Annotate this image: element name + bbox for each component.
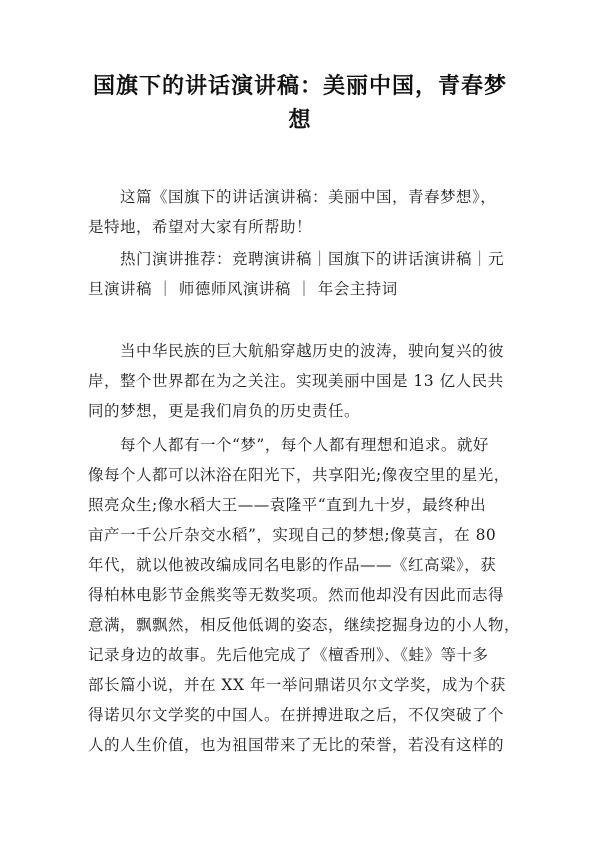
body-paragraph-2 [88, 430, 521, 760]
text-line: 部长篇小说，并在 XX 年一举问鼎诺贝尔文学奖，成为个获 [88, 676, 506, 694]
intro-paragraph [88, 182, 518, 242]
text-line: 像每个人都可以沐浴在阳光下，共享阳光;像夜空里的星光， [88, 466, 510, 484]
text-line: 这篇《国旗下的讲话演讲稿：美丽中国，青春梦想》， [88, 188, 497, 206]
text-line: 旦演讲稿 ｜ 师德师风演讲稿 ｜ 年会主持词 [88, 280, 398, 298]
text-line: 热门演讲推荐：竞聘演讲稿｜国旗下的讲话演讲稿｜元 [88, 250, 505, 268]
recommend-paragraph [88, 244, 518, 304]
text-line: 意满，飘飘然，相反他低调的姿态，继续挖掘身边的小人物， [88, 616, 521, 634]
text-line: 当中华民族的巨大航船穿越历史的波涛，驶向复兴的彼 [88, 342, 505, 360]
body-paragraph-1 [88, 336, 518, 426]
text-line: 得诺贝尔文学奖的中国人。在拼搏进取之后，不仅突破了个 [88, 706, 505, 724]
text-line: 每个人都有一个“梦”，每个人都有理想和追求。就好 [88, 436, 489, 454]
text-line: 亩产一千公斤杂交水稻”，实现自己的梦想;像莫言，在 80 [88, 526, 497, 544]
title-line: 国旗下的讲话演讲稿：美丽中国，青春梦 [92, 74, 507, 99]
text-line: 记录身边的故事。先后他完成了《檀香刑》、《蛙》等十多 [88, 646, 489, 664]
text-line: 同的梦想，更是我们肩负的历史责任。 [88, 402, 361, 420]
document-title [90, 70, 510, 138]
text-line: 年代，就以他被改编成同名电影的作品——《红高粱》，获 [88, 556, 497, 574]
title-line: 想 [288, 108, 312, 133]
text-line: 照亮众生;像水稻大王——袁隆平“直到九十岁，最终种出 [88, 496, 487, 514]
text-line: 得柏林电影节金熊奖等无数奖项。然而他却没有因此而志得 [88, 586, 505, 604]
text-line: 是特地，希望对大家有所帮助！ [88, 218, 313, 236]
text-line: 岸，整个世界都在为之关注。实现美丽中国是 13 亿人民共 [88, 372, 504, 390]
text-line: 人的人生价值，也为祖国带来了无比的荣誉，若没有这样的 [88, 736, 505, 754]
